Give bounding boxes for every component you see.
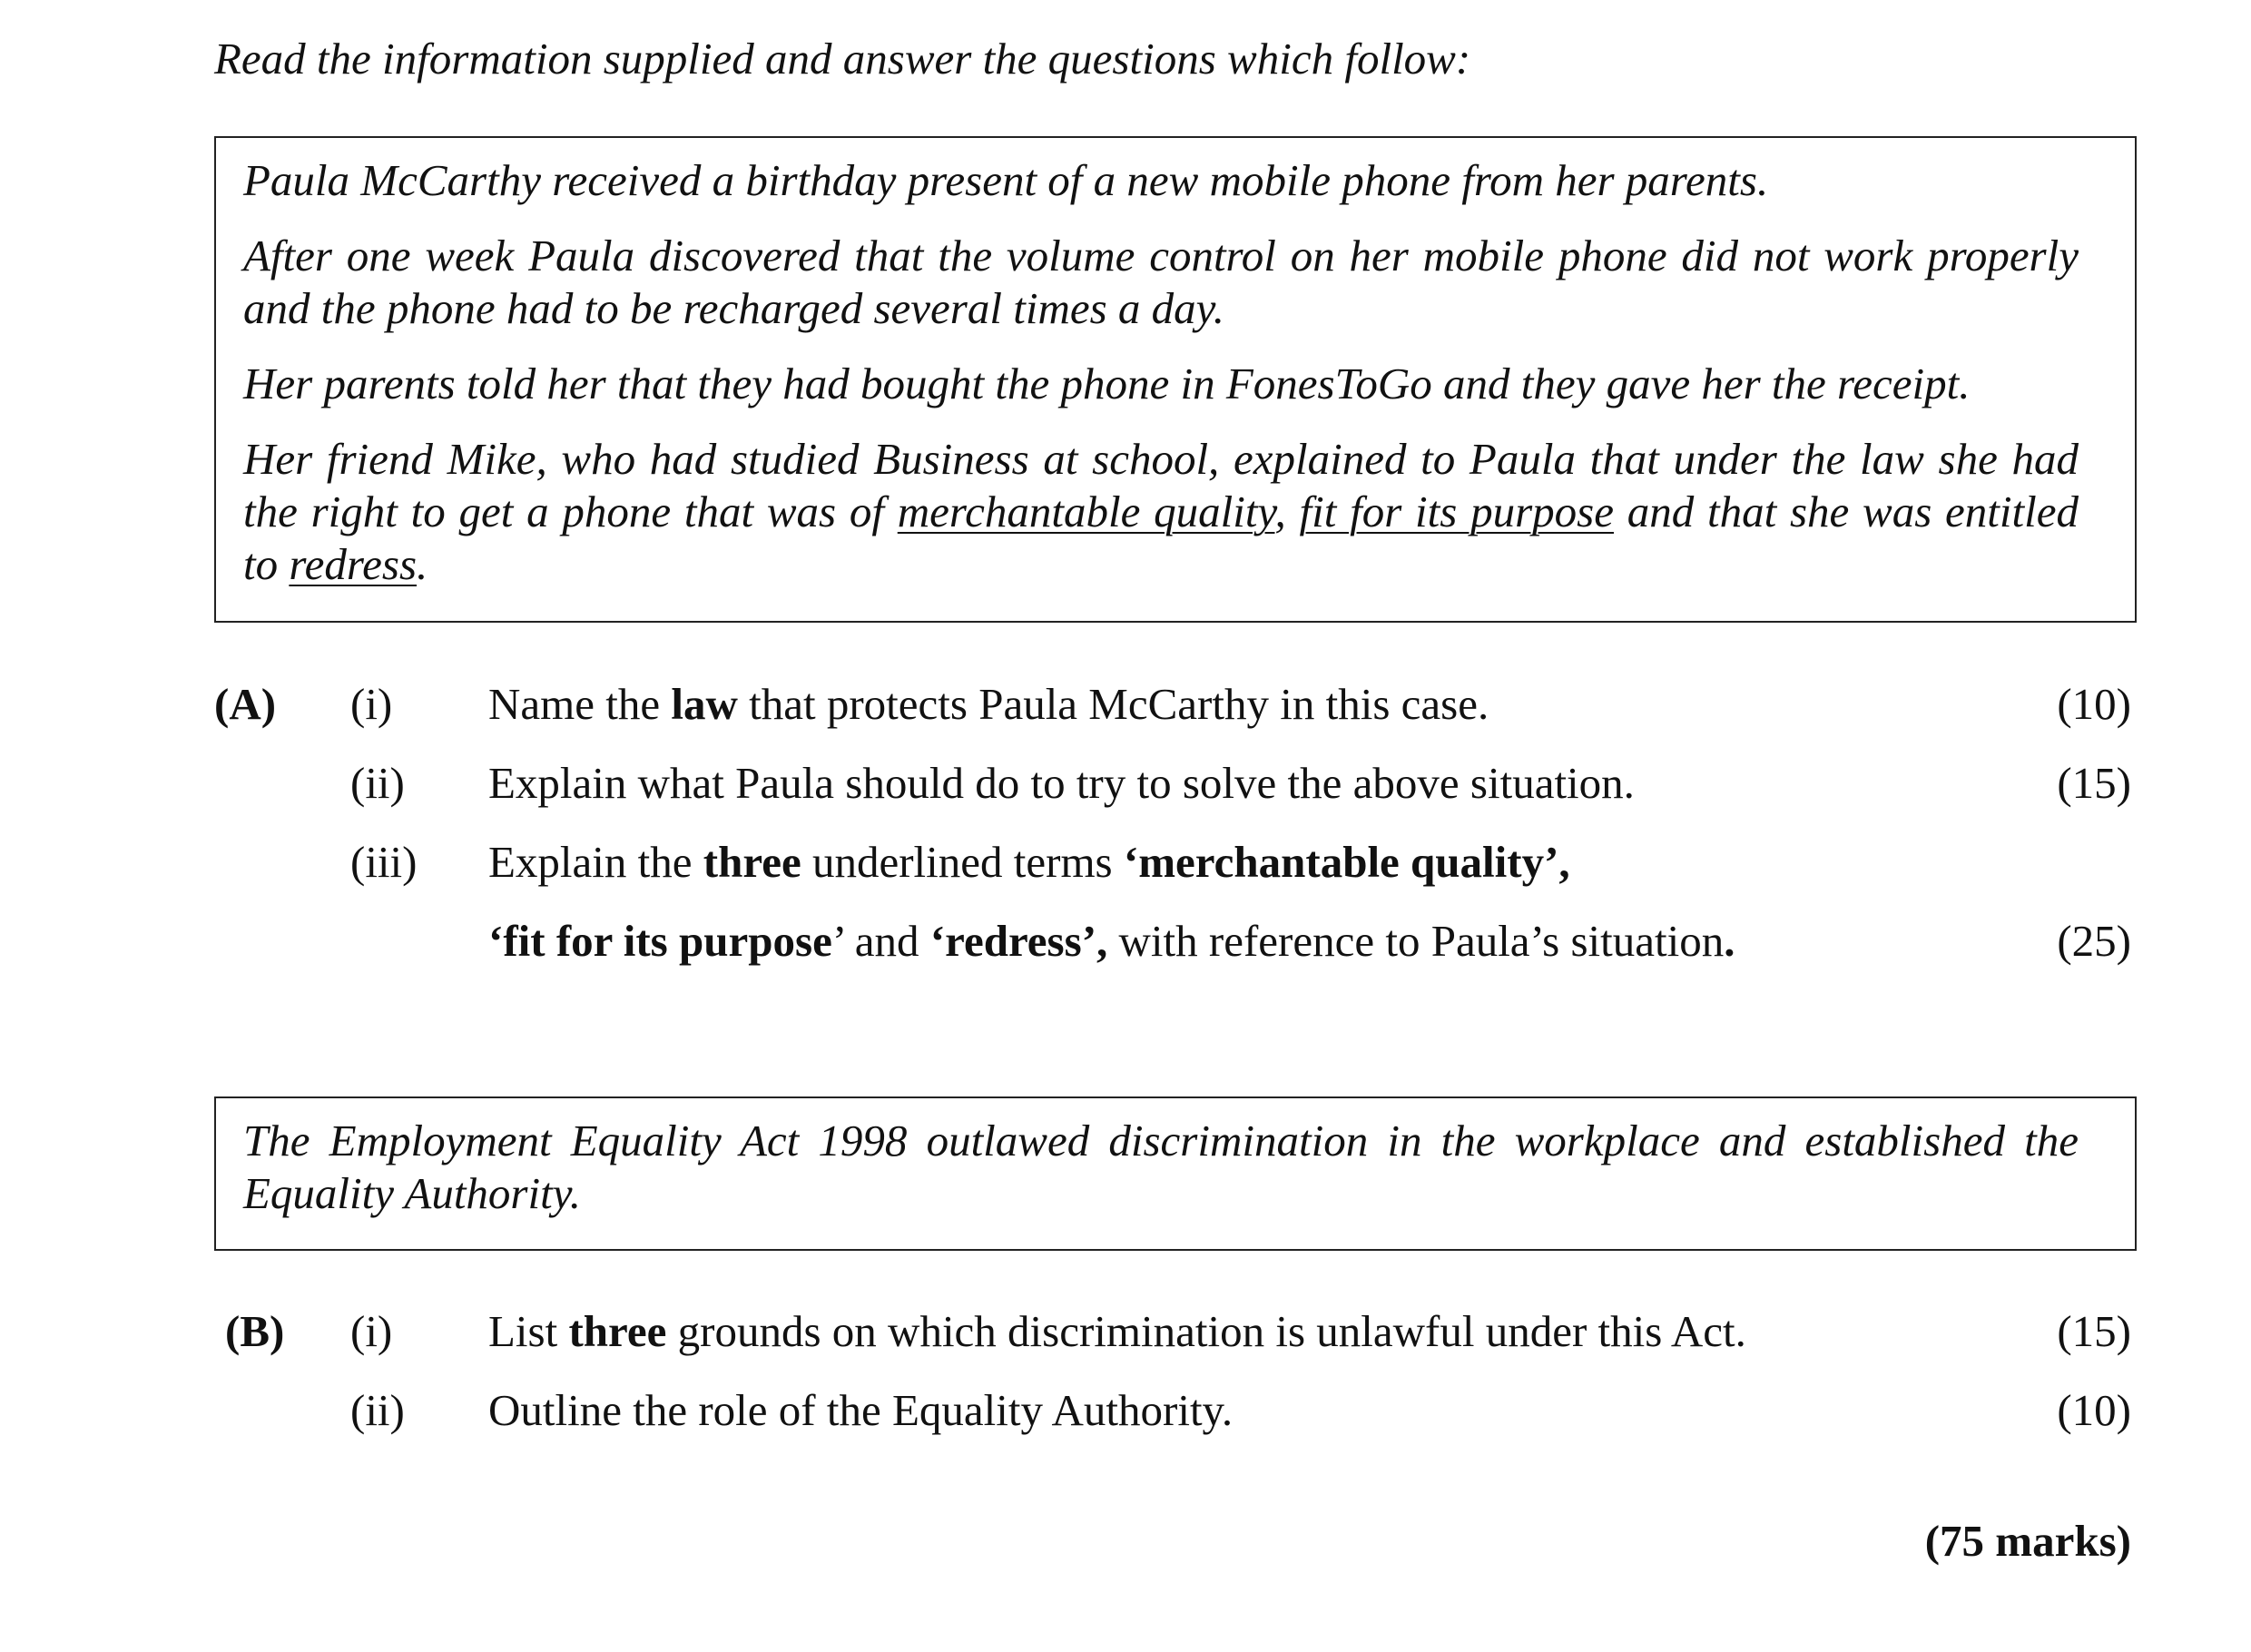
question-text-part: Explain the xyxy=(488,837,703,887)
underlined-term-fit-for-purpose: fit for its purpose xyxy=(1299,487,1614,536)
question-text xyxy=(488,1300,1746,1363)
question-b-i xyxy=(0,1300,2251,1363)
question-text-part: ’ and xyxy=(831,916,930,966)
section-label-b: (B) xyxy=(225,1306,285,1356)
question-marks: (10) xyxy=(2057,1385,2131,1435)
question-marks: (25) xyxy=(2057,916,2131,966)
question-text-bold: ‘redress’, xyxy=(929,916,1108,966)
question-text-bold: three xyxy=(568,1306,667,1356)
act-info-box xyxy=(214,1096,2137,1251)
question-marks: (15) xyxy=(2057,758,2131,808)
case-paragraph-4 xyxy=(243,433,2079,591)
underlined-term-merchantable-quality: merchantable quality xyxy=(897,487,1275,536)
question-number: (ii) xyxy=(350,1385,405,1435)
case-paragraph-2: After one week Paula discovered that the volume control on her mobile phone did not work properly and the phone had to be recharged several times a day. xyxy=(243,231,2079,333)
question-number: (i) xyxy=(350,1306,393,1356)
question-text-bold: . xyxy=(1724,916,1735,966)
question-text-bold: three xyxy=(703,837,801,887)
question-b-ii xyxy=(0,1379,2251,1442)
question-text-bold: law xyxy=(671,679,738,729)
question-text-part: underlined terms xyxy=(801,837,1124,887)
question-a-ii xyxy=(0,752,2251,815)
question-text: Explain what Paula should do to try to solve the above situation. xyxy=(488,758,1635,808)
question-text: Outline the role of the Equality Authority. xyxy=(488,1385,1234,1435)
case-text: Her friend Mike, who had studied Business at school, explained to Paula that under the law she had the right to get a phone that was of xyxy=(243,434,2079,536)
question-text xyxy=(488,831,1570,894)
case-text: and that she was entitled to xyxy=(243,487,2079,589)
question-number: (i) xyxy=(350,679,393,729)
act-info-text: The Employment Equality Act 1998 outlawed discrimination in the workplace and established the Equality Authority. xyxy=(243,1116,2079,1218)
question-a-iii-line-1 xyxy=(0,831,2251,894)
instruction-text: Read the information supplied and answer the questions which follow: xyxy=(214,34,1471,84)
question-a-i xyxy=(0,673,2251,736)
case-text: . xyxy=(417,539,428,589)
total-marks: (75 marks) xyxy=(1924,1516,2131,1566)
question-marks: (15) xyxy=(2057,1306,2131,1356)
question-text xyxy=(488,673,1489,736)
case-paragraph-1: Paula McCarthy received a birthday present of a new mobile phone from her parents. xyxy=(243,155,1769,205)
question-text-part: that protects Paula McCarthy in this case. xyxy=(737,679,1489,729)
question-text-part: grounds on which discrimination is unlawful under this Act. xyxy=(666,1306,1746,1356)
question-text-part: List xyxy=(488,1306,569,1356)
question-a-iii-line-2 xyxy=(0,910,2251,973)
underlined-term-redress: redress xyxy=(289,539,418,589)
question-text xyxy=(488,910,1735,973)
question-number: (iii) xyxy=(350,837,418,887)
case-study-box xyxy=(214,136,2137,623)
case-paragraph-3: Her parents told her that they had bought the phone in FonesToGo and they gave her the receipt. xyxy=(243,359,1971,408)
question-text-part: with reference to Paula’s situation xyxy=(1107,916,1725,966)
case-text: , xyxy=(1274,487,1300,536)
section-label-a: (A) xyxy=(214,679,277,729)
question-text-part: Name the xyxy=(488,679,672,729)
question-marks: (10) xyxy=(2057,679,2131,729)
question-text-bold: ‘fit for its purpose xyxy=(488,916,832,966)
question-text-bold: ‘merchantable quality’, xyxy=(1123,837,1570,887)
question-number: (ii) xyxy=(350,758,405,808)
